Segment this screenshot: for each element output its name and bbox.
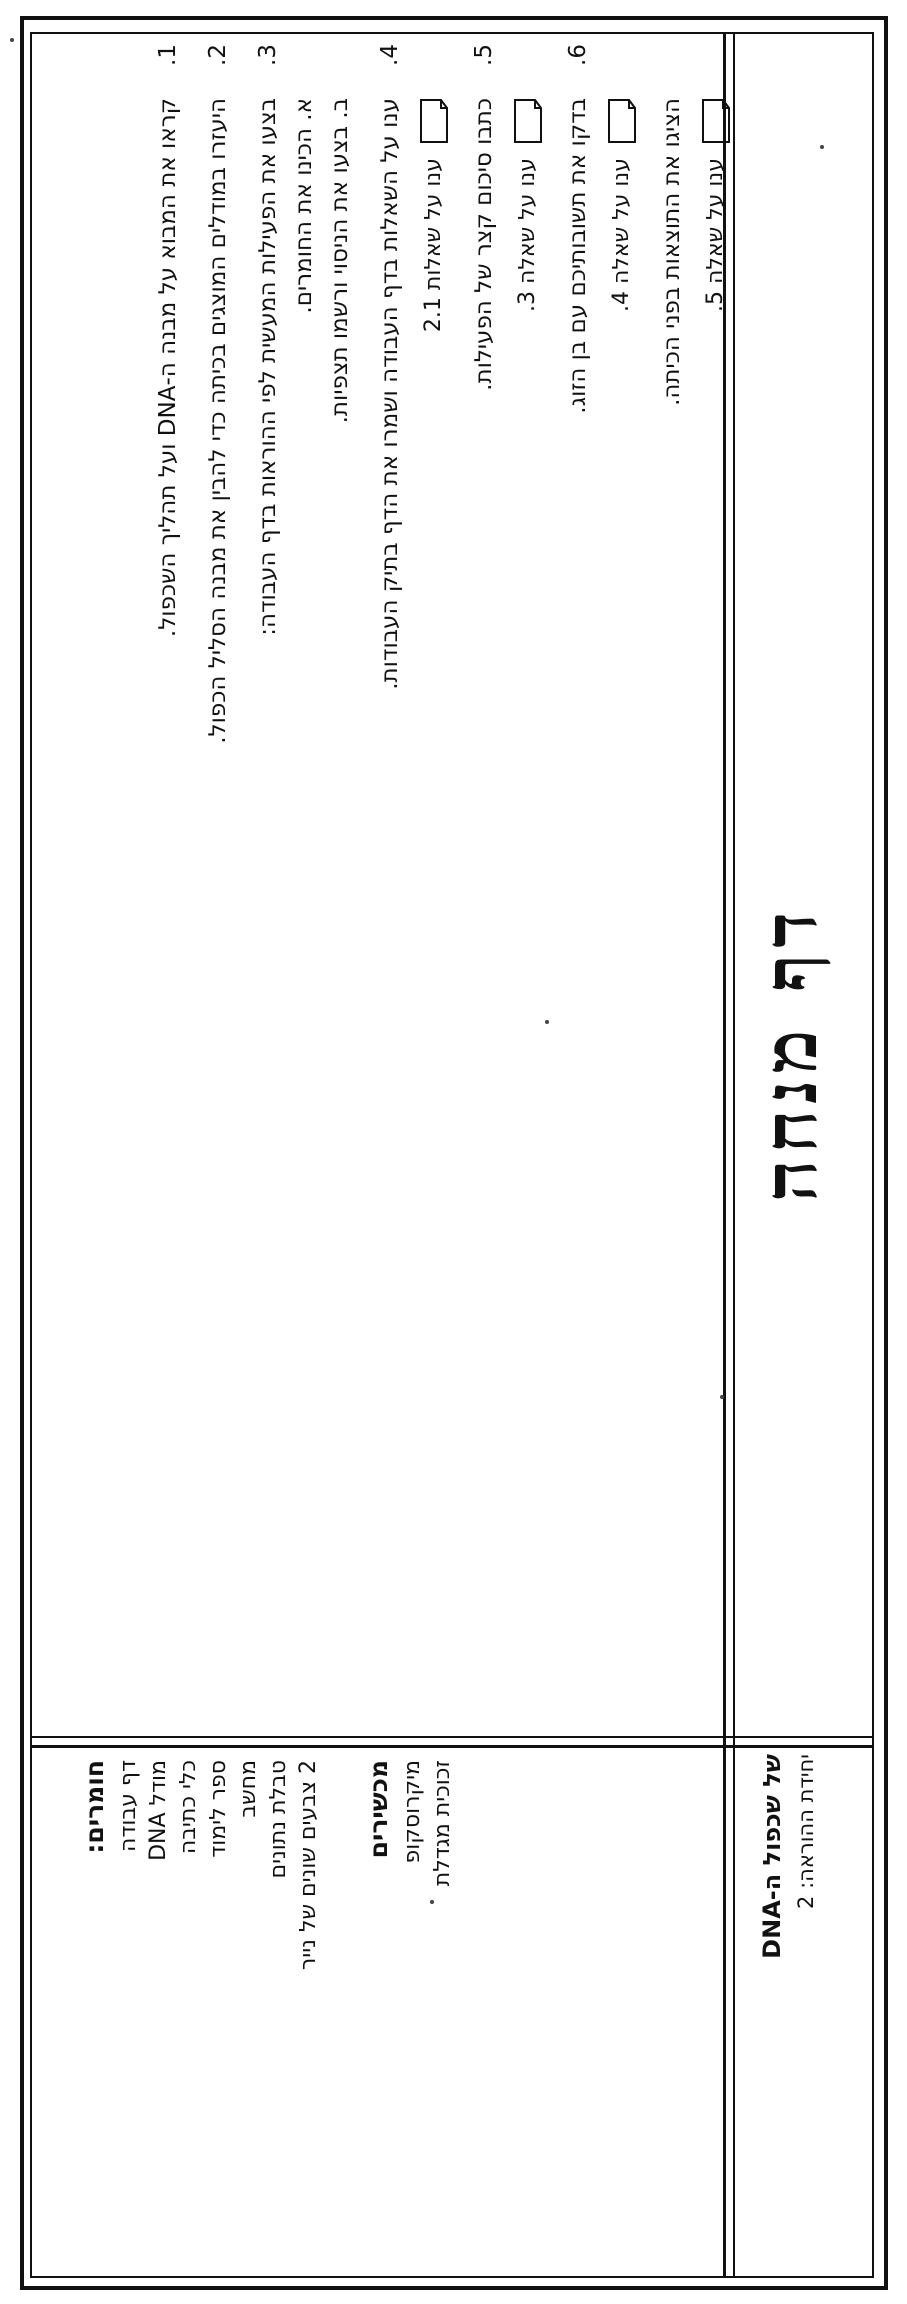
- list-item: [150, 44, 186, 1714]
- note-row: [604, 98, 640, 1714]
- subject-box: [755, 1754, 823, 2264]
- list-item: [200, 44, 236, 1714]
- list-item: מודל DNA: [146, 1760, 171, 1861]
- list-item: [250, 44, 358, 1714]
- materials-panel: [80, 1760, 498, 2260]
- item-text: הציגו את התוצאות בפני הכיתה. ענו על שאלה 5.: [654, 98, 734, 1714]
- list-item: [654, 44, 734, 1714]
- list-item: מיקרוסקופ: [400, 1760, 425, 1864]
- item-number: 3.: [255, 44, 281, 66]
- list-item: מחשב: [236, 1760, 261, 1818]
- note-text: ענו על שאלה 3.: [515, 158, 540, 312]
- column-divider-inner: [30, 1736, 874, 1738]
- list-item: זכוכית מגדלת: [430, 1760, 455, 1887]
- item-number: 4.: [377, 44, 403, 66]
- item-text: בדקו את תשובותיכם עם בן הזוג. ענו על שאלה 4.: [560, 98, 640, 1714]
- item-number: 2.: [205, 44, 231, 66]
- item-text: בצעו את הפעילות המעשית לפי ההוראות בדף העבודה: א. הכינו את החומרים. ב. בצעו את הניסוי ורשמו תצפיות.: [255, 98, 353, 636]
- list-item: [560, 44, 640, 1714]
- scan-speck: [545, 1020, 549, 1024]
- list-item: כלי כתיבה: [176, 1760, 201, 1855]
- list-item: [466, 44, 546, 1714]
- scan-speck: [430, 1900, 434, 1904]
- column-divider: [30, 1745, 874, 1748]
- tools-list: [398, 1760, 458, 2260]
- materials-heading: חומרים:: [80, 1760, 109, 1854]
- item-number: 6.: [565, 44, 591, 66]
- note-row: [698, 98, 734, 1714]
- note-icon: [607, 98, 637, 144]
- subject-line-1: של שכפול ה-DNA: [758, 1754, 786, 1959]
- subject-line-2: יחידת ההוראה: 2: [794, 1754, 818, 1909]
- note-text: ענו על שאלה 4.: [609, 158, 634, 312]
- item-text: קראו את המבוא על מבנה ה-DNA ועל תהליך השכפול.: [155, 98, 181, 638]
- item-text: כתבו סיכום קצר של הפעילות. ענו על שאלה 3.: [466, 98, 546, 1714]
- item-text: היעזרו במודלים המוצגים בכיתה כדי להבין את מבנה הסליל הכפול.: [205, 98, 231, 744]
- note-icon: [419, 98, 449, 144]
- materials-list: [114, 1760, 324, 2260]
- instruction-list: [150, 44, 748, 1714]
- note-icon: [701, 98, 731, 144]
- list-item: טבלת נתונים: [266, 1760, 291, 1879]
- list-item: ספר לימוד: [206, 1760, 231, 1858]
- item-text: ענו על השאלות בדף העבודה ושמרו את הדף בתיק העבודות. ענו על שאלות 2.1: [372, 98, 452, 1714]
- tools-heading: מכשירים: [364, 1760, 393, 1859]
- note-text: ענו על שאלה 5.: [703, 158, 728, 312]
- note-row: [416, 98, 452, 1714]
- scan-speck: [720, 1395, 724, 1399]
- list-item: 2 צבעים שונים של נייר: [296, 1760, 321, 1971]
- note-text: ענו על שאלות 2.1: [421, 158, 446, 333]
- list-item: [372, 44, 452, 1714]
- item-number: 5.: [471, 44, 497, 66]
- item-number: 1.: [155, 44, 181, 66]
- note-row: [510, 98, 546, 1714]
- page-title: דף מנחה: [748, 906, 834, 1202]
- scan-speck: [10, 38, 14, 42]
- list-item: דף עבודה: [116, 1760, 141, 1852]
- scan-speck: [820, 145, 824, 149]
- note-icon: [513, 98, 543, 144]
